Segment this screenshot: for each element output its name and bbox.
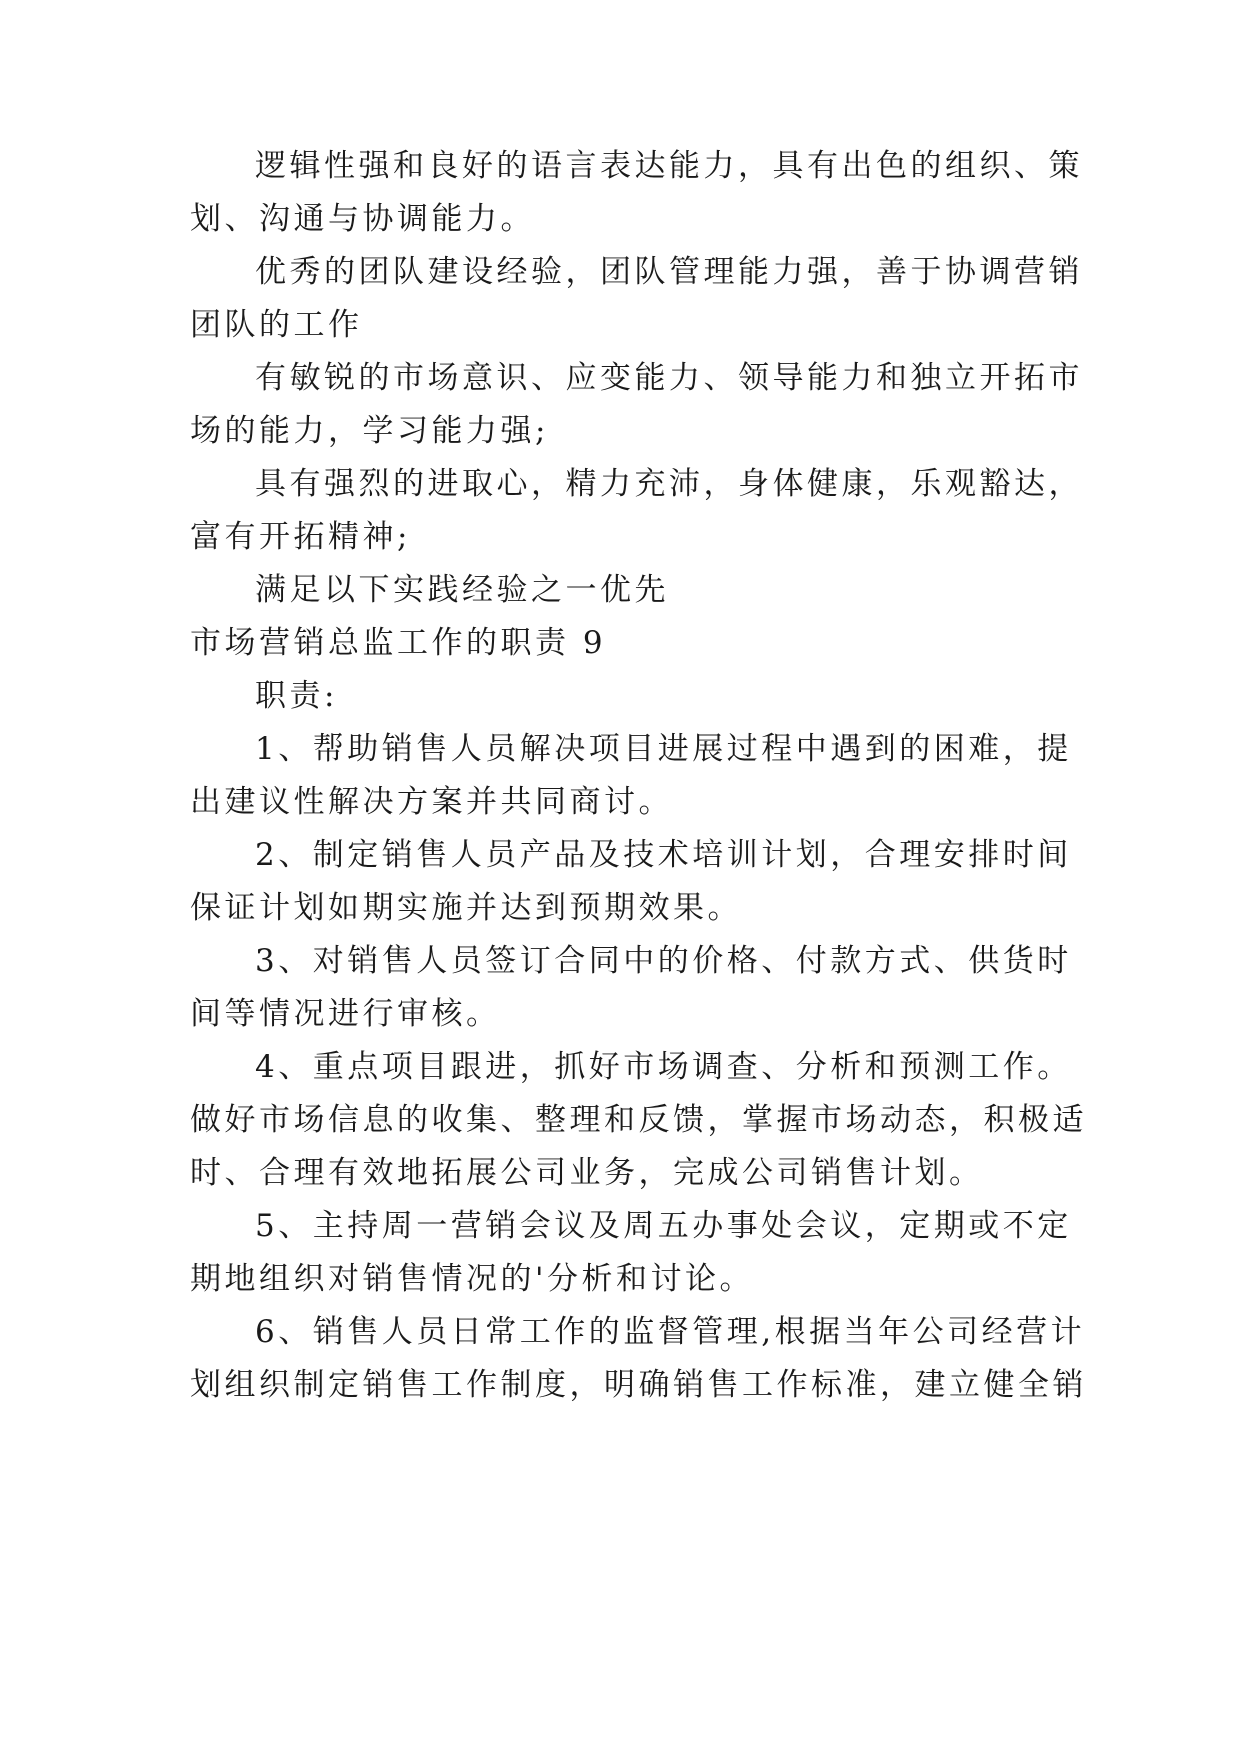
paragraph-line: 划、沟通与协调能力。 bbox=[190, 201, 535, 237]
paragraph-line: 1、帮助销售人员解决项目进展过程中遇到的困难，提 bbox=[255, 731, 1072, 767]
paragraph-line: 团队的工作 bbox=[190, 307, 363, 343]
paragraph-line: 5、主持周一营销会议及周五办事处会议，定期或不定 bbox=[255, 1208, 1072, 1244]
paragraph-line: 职责: bbox=[255, 678, 338, 714]
paragraph-line: 有敏锐的市场意识、应变能力、领导能力和独立开拓市 bbox=[255, 360, 1083, 396]
paragraph-line: 6、销售人员日常工作的监督管理,根据当年公司经营计 bbox=[255, 1314, 1086, 1350]
paragraph-line: 场的能力，学习能力强; bbox=[190, 413, 549, 449]
paragraph-line: 具有强烈的进取心，精力充沛，身体健康，乐观豁达， bbox=[255, 466, 1083, 502]
paragraph-line: 逻辑性强和良好的语言表达能力，具有出色的组织、策 bbox=[255, 148, 1083, 184]
paragraph-line: 富有开拓精神; bbox=[190, 519, 411, 555]
paragraph-line: 期地组织对销售情况的'分析和讨论。 bbox=[190, 1261, 755, 1297]
paragraph-line: 时、合理有效地拓展公司业务，完成公司销售计划。 bbox=[190, 1155, 984, 1191]
paragraph-line: 满足以下实践经验之一优先 bbox=[255, 572, 669, 608]
paragraph-line: 4、重点项目跟进，抓好市场调查、分析和预测工作。 bbox=[255, 1049, 1072, 1085]
paragraph-line: 2、制定销售人员产品及技术培训计划，合理安排时间 bbox=[255, 837, 1072, 873]
section-heading: 市场营销总监工作的职责 9 bbox=[190, 625, 607, 661]
paragraph-line: 3、对销售人员签订合同中的价格、付款方式、供货时 bbox=[255, 943, 1072, 979]
paragraph-line: 做好市场信息的收集、整理和反馈，掌握市场动态，积极适 bbox=[190, 1102, 1087, 1138]
paragraph-line: 间等情况进行审核。 bbox=[190, 996, 501, 1032]
paragraph-line: 出建议性解决方案并共同商讨。 bbox=[190, 784, 673, 820]
paragraph-line: 优秀的团队建设经验，团队管理能力强，善于协调营销 bbox=[255, 254, 1083, 290]
paragraph-line: 保证计划如期实施并达到预期效果。 bbox=[190, 890, 742, 926]
paragraph-line: 划组织制定销售工作制度，明确销售工作标准，建立健全销 bbox=[190, 1367, 1087, 1403]
